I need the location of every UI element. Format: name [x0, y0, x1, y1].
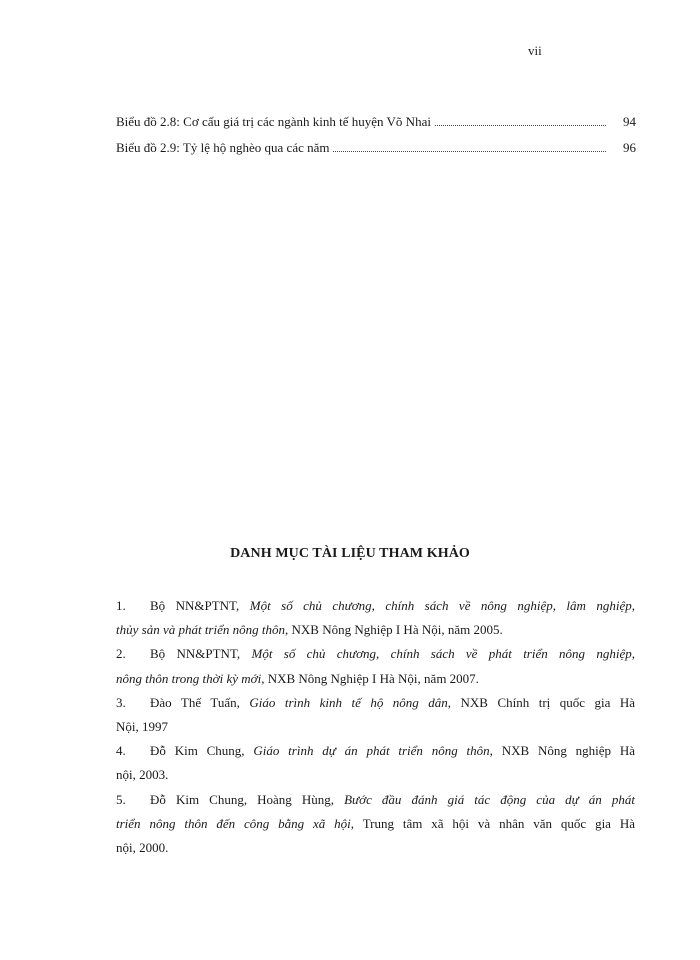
reference-line: [116, 812, 635, 836]
reference-item: [116, 594, 635, 642]
reference-title: Giáo trình dự án phát triển nông thôn: [253, 743, 490, 759]
reference-item: [116, 739, 635, 787]
page-number: vii: [528, 43, 542, 58]
reference-title: Một số chủ chương, chính sách về phát triển nông nghiệp,: [251, 646, 636, 662]
reference-title: Giáo trình kinh tế hộ nông dân: [249, 694, 448, 710]
reference-line: [116, 788, 635, 812]
references-heading: DANH MỤC TÀI LIỆU THAM KHẢO: [230, 546, 470, 561]
reference-line: [116, 691, 635, 715]
reference-number: 4.: [116, 743, 126, 759]
reference-number: 2.: [116, 646, 126, 662]
reference-title: thủy sản và phát triển nông thôn: [116, 622, 285, 638]
table-of-figures: [116, 114, 636, 166]
toc-entry-label: Biểu đồ 2.8: Cơ cấu giá trị các ngành kinh tế huyện Võ Nhai: [116, 114, 431, 129]
reference-line: [116, 618, 635, 642]
toc-entry-page: 96: [623, 140, 636, 155]
reference-author: Đỗ Kim Chung, Hoàng Hùng,: [150, 791, 335, 807]
reference-item: [116, 642, 635, 690]
reference-publisher: , NXB Nông Nghiệp I Hà Nội, năm 2007.: [261, 670, 479, 686]
reference-publisher: , Trung tâm xã hội và nhân văn quốc gia Hà: [350, 815, 635, 831]
reference-publisher: , NXB Nông nghiệp Hà: [489, 743, 636, 759]
reference-item: [116, 691, 635, 739]
reference-title: Bước đầu đánh giá tác động của dự án phát: [344, 791, 635, 807]
reference-author: Đào Thế Tuấn,: [150, 694, 240, 710]
toc-leader-dots: [435, 116, 606, 126]
reference-number: 3.: [116, 694, 126, 710]
toc-entry[interactable]: [116, 140, 636, 166]
reference-line: [116, 594, 635, 618]
reference-line: [116, 836, 635, 860]
reference-number: 5.: [116, 791, 126, 807]
reference-author: Bộ NN&PTNT,: [150, 646, 241, 662]
reference-number: 1.: [116, 598, 126, 613]
reference-line: [116, 667, 635, 691]
reference-author: Đỗ Kim Chung,: [150, 743, 245, 759]
reference-title: nông thôn trong thời kỳ mới: [116, 670, 262, 686]
reference-title: Một số chủ chương, chính sách về nông nghiệp, lâm nghiệp,: [249, 598, 635, 613]
reference-line: [116, 642, 635, 666]
references-list: [116, 594, 635, 860]
toc-entry[interactable]: [116, 114, 636, 140]
reference-publisher: Nội, 1997: [116, 719, 168, 735]
reference-line: [116, 763, 635, 787]
reference-author: Bộ NN&PTNT,: [150, 598, 240, 613]
reference-line: [116, 739, 635, 763]
reference-title: triển nông thôn đến công bằng xã hội: [116, 815, 351, 831]
toc-entry-label: Biểu đồ 2.9: Tỷ lệ hộ nghèo qua các năm: [116, 140, 330, 155]
reference-publisher: nội, 2003.: [116, 767, 169, 783]
reference-publisher: nội, 2000.: [116, 840, 169, 856]
toc-entry-page: 94: [623, 114, 636, 129]
reference-item: [116, 788, 635, 861]
toc-leader-dots: [333, 142, 606, 152]
reference-publisher: , NXB Nông Nghiệp I Hà Nội, năm 2005.: [285, 622, 503, 638]
reference-line: [116, 715, 635, 739]
reference-publisher: , NXB Chính trị quốc gia Hà: [447, 694, 636, 710]
